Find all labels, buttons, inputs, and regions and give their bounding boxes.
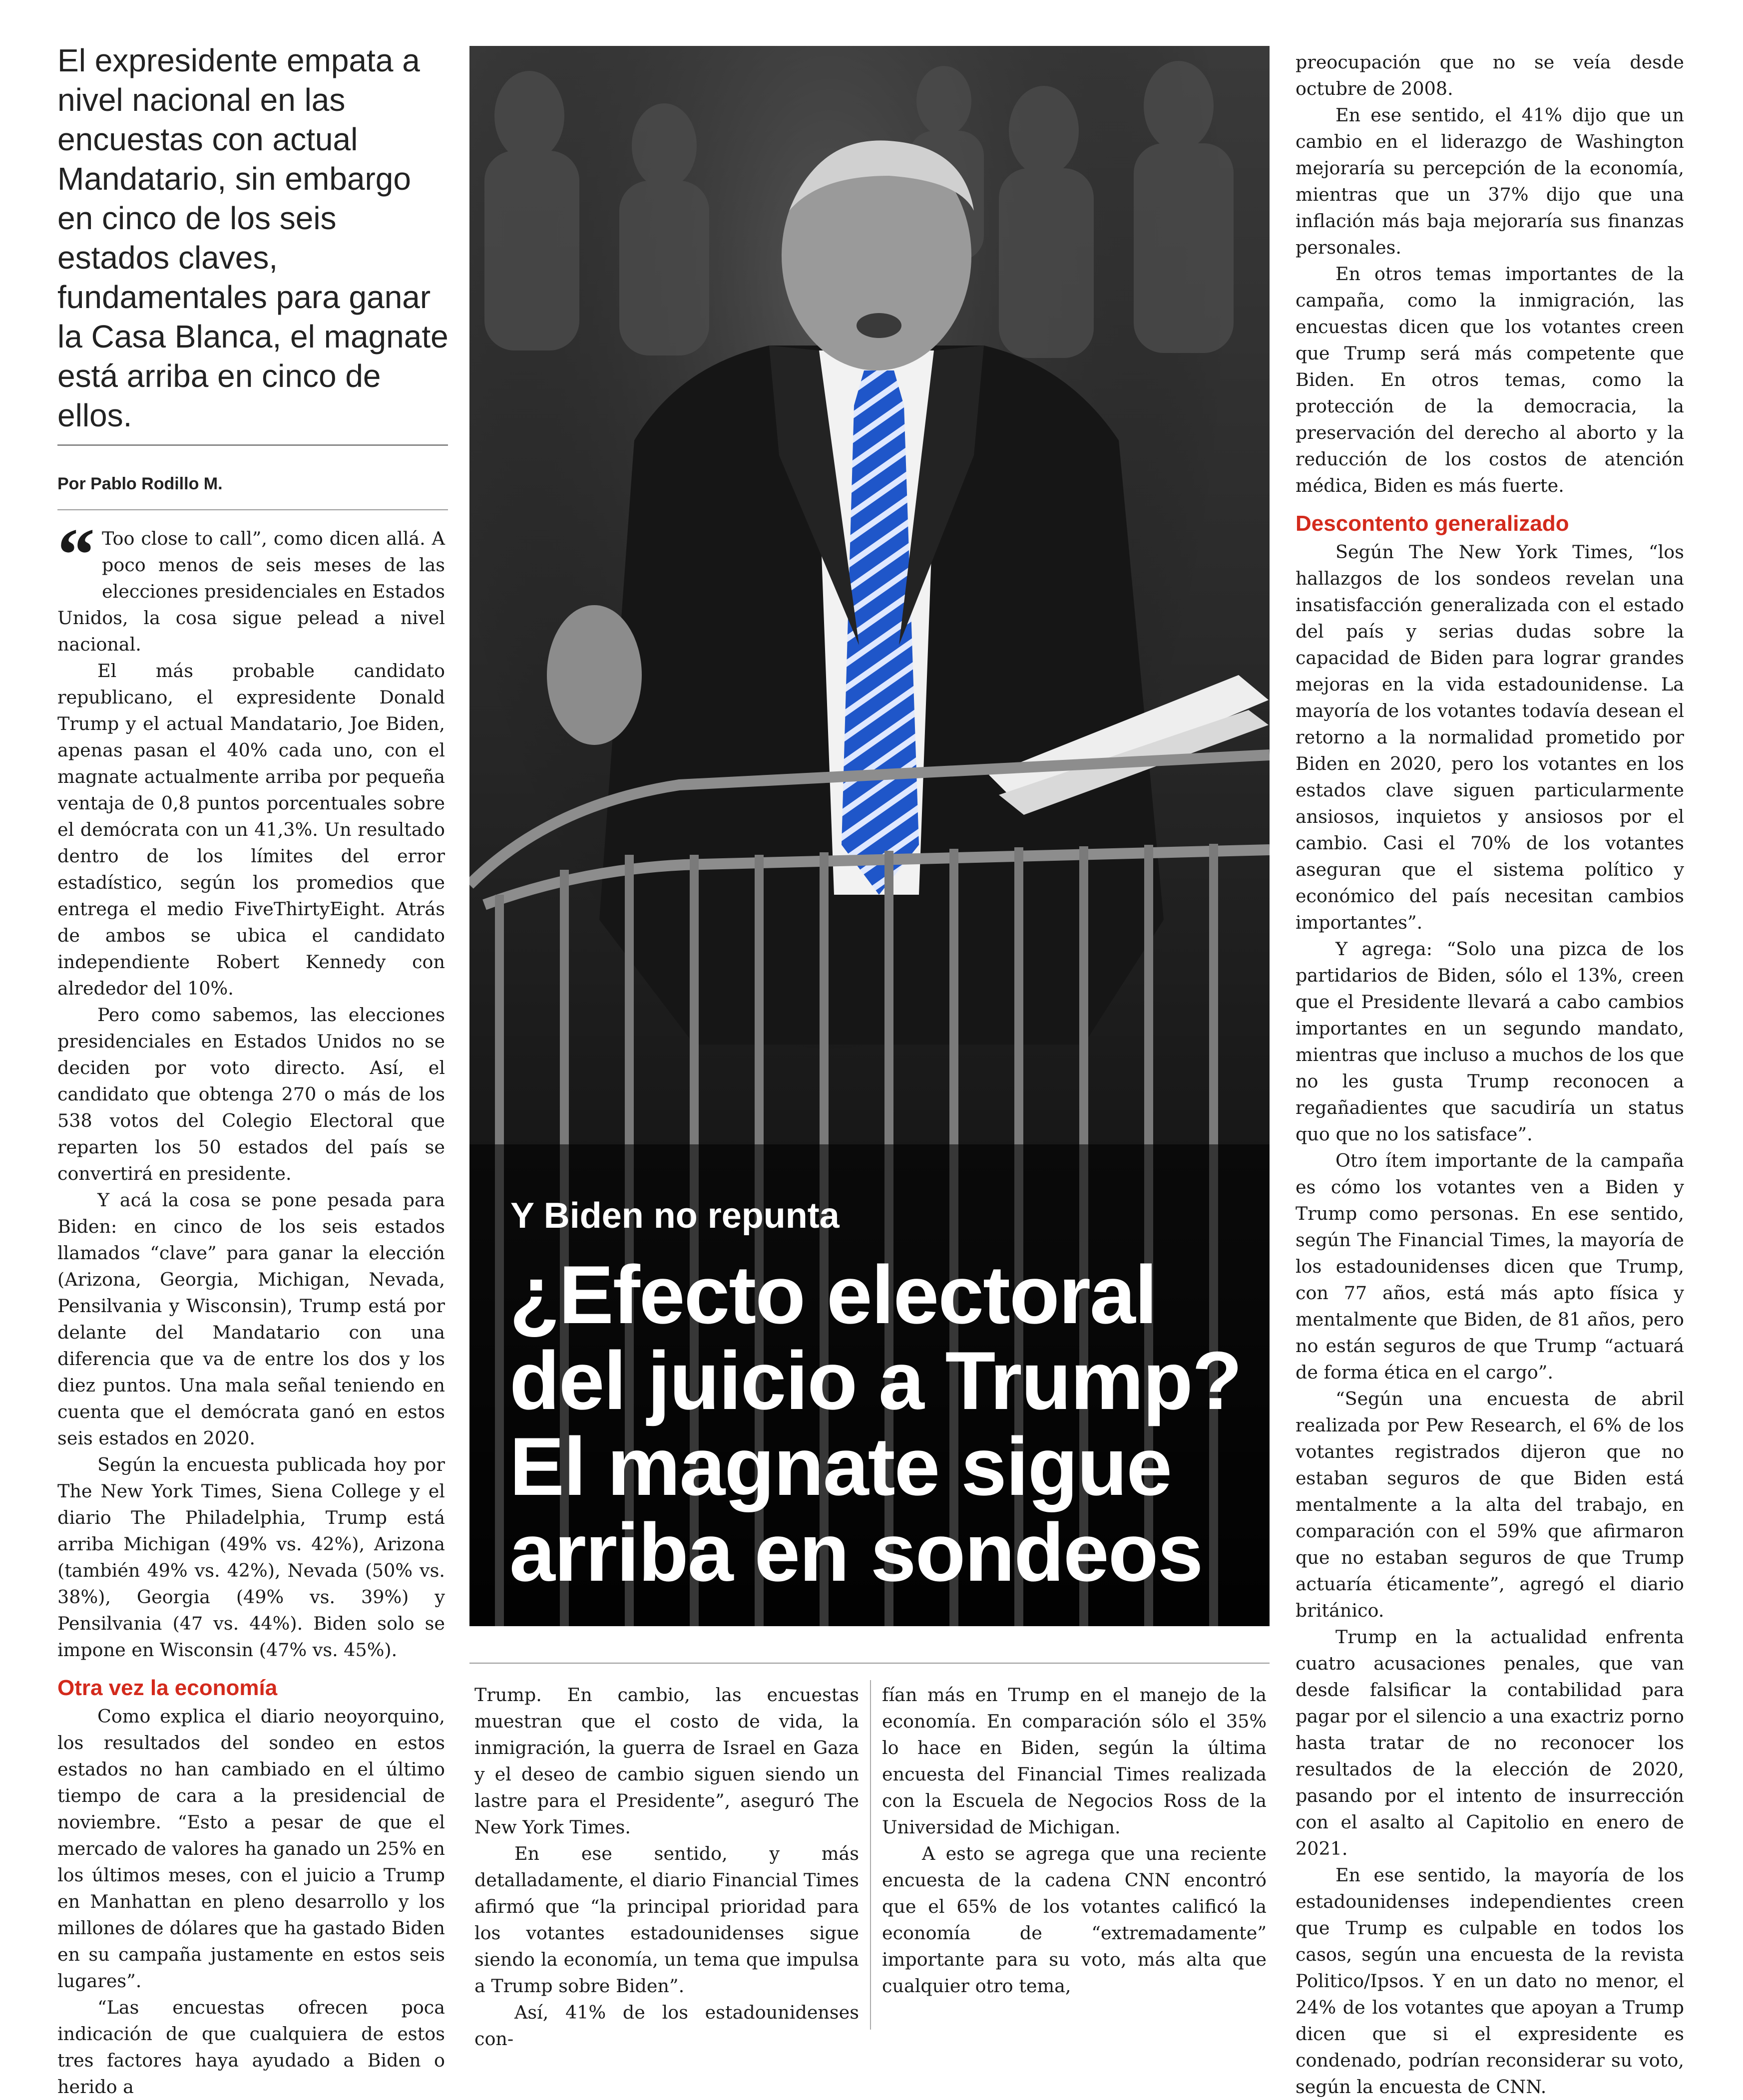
deck [57, 41, 452, 435]
col2-paragraph-1: Trump. En cambio, las encuestas muestran que el costo de vida, la inmigración, la guerra de Israel en Gaza y el deseo de cambio siguen siendo un lastre para el Presidente”, aseguró The New York Times. [474, 1684, 859, 1838]
headline: ¿Efecto electoral del juicio a Trump? El magnate sigue arriba en sondeos [509, 1249, 1242, 1598]
col4-paragraph-2: En ese sentido, el 41% dijo que un cambio en el liderazgo de Washington mejoraría su percepción de la economía, mientras que un 37% dijo que una inflación más baja mejoraría sus finanzas personales. [1296, 104, 1684, 258]
col1-paragraph-6: Como explica el diario neoyorquino, los resultados del sondeo en estos estados no han cambiado en el último tiempo de cara a la presidencial de noviembre. “Esto a pesar de que el mercado de valores ha ganado un 25% en los últimos meses, con el juicio a Trump en Manhattan en pleno desarrollo y los millones de dólares que ha gastado Biden en su campaña justamente en estos seis lugares”. [57, 1706, 445, 1992]
col4-paragraph-7: “Según una encuesta de abril realizada por Pew Research, el 6% de los votantes registrados dijeron que no estaban seguros de que Biden está mentalmente a la alta del trabajo, en comparación con el 59% que afirmaron que no estaban seguros de que Trump actuaría éticamente”, agregó el diario británico. [1296, 1388, 1684, 1621]
lower-rule [469, 1663, 1270, 1664]
col3-paragraph-1: fían más en Trump en el manejo de la economía. En comparación sólo el 35% lo hace en Biden, según la última encuesta del Financial Times realizada con la Escuela de Negocios Ross de la Universidad de Michigan. [882, 1684, 1267, 1838]
column-divider [870, 1680, 871, 2030]
kicker: Y Biden no repunta [510, 1196, 840, 1236]
trump-photo [469, 46, 1270, 1626]
col4-paragraph-1: preocupación que no se veía desde octubre de 2008. [1296, 51, 1684, 99]
col1-paragraph-3: Pero como sabemos, las elecciones presidenciales en Estados Unidos no se deciden por voto directo. Así, el candidato que obtenga 270 o más de los 538 votos del Colegio Electoral que reparten los 50 estados del país se convertirá en presidente. [57, 1004, 445, 1184]
col4-paragraph-4: Según The New York Times, “los hallazgos de los sondeos revelan una insatisfacción generalizada con el estado del país y serias dudas sobre la capacidad de Biden para lograr grandes mejoras en la vida estadounidense. La mayoría de los votantes todavía desean el retorno a la normalidad prometido por Biden en 2020, pero los votantes en los estados clave siguen particularmente ansiosos, inquietos y ansiosos por el cambio. Casi el 70% de los votantes aseguran que el sistema político y económico del país necesitan cambios importantes”. [1296, 541, 1684, 933]
column-2 [474, 1682, 859, 2052]
byline-rule [57, 509, 448, 510]
col2-paragraph-2: En ese sentido, y más detalladamente, el diario Financial Times afirmó que “la principal prioridad para los votantes estadounidenses sigue siendo la economía, un tema que impulsa a Trump sobre Biden”. [474, 1843, 859, 1997]
col3-paragraph-2: A esto se agrega que una reciente encuesta de la cadena CNN encontró que el 65% de los votantes calificó la economía de “extremadamente” importante para su voto, más alta que cualquier otro tema, [882, 1843, 1267, 1997]
col1-paragraph-2: El más probable candidato republicano, el expresidente Donald Trump y el actual Mandatario, Joe Biden, apenas pasan el 40% cada uno, con el magnate actualmente arriba por pequeña ventaja de 0,8 puntos porcentuales sobre el demócrata con un 41,3%. Un resultado dentro de los límites del error estadístico, según los promedios que entrega el medio FiveThirtyEight. Atrás de ambos se ubica el candidato independiente Robert Kennedy con alrededor del 10%. [57, 660, 445, 999]
col1-paragraph-1 [57, 513, 445, 658]
byline: Por Pablo Rodillo M. [57, 474, 223, 493]
deck-text: El expresidente empata a nivel nacional en las encuestas con actual Mandatario, sin embargo en cinco de los seis estados claves, fundamentales para ganar la Casa Blanca, el magnate está arriba en cinco de ellos. [57, 42, 448, 433]
col1-p1-text: Too close to call”, como dicen allá. A poco menos de seis meses de las elecciones presidenciales en Estados Unidos, la cosa sigue pelead a nivel nacional. [57, 528, 445, 655]
col4-paragraph-3: En otros temas importantes de la campaña, como la inmigración, las encuestas dicen que los votantes creen que Trump será más competente que Biden. En otros temas, como la protección de la democracia, la preservación del derecho al aborto y la reducción de los costos de atención médica, Biden es más fuerte. [1296, 263, 1684, 496]
deck-rule [57, 444, 448, 446]
subhead-economia: Otra vez la economía [57, 1676, 278, 1700]
col1-paragraph-5: Según la encuesta publicada hoy por The New York Times, Siena College y el diario The Philadelphia, Trump está arriba Michigan (49% vs. 42%), Arizona (también 49% vs. 42%), Nevada (50% vs. 38%), Georgia (49% vs. 39%) y Pensilvania (47 vs. 44%). Biden solo se impone en Wisconsin (47% vs. 45%). [57, 1454, 445, 1661]
col1-paragraph-7: “Las encuestas ofrecen poca indicación de que cualquiera de estos tres factores haya ayudado a Biden o herido a [57, 1997, 445, 2098]
col4-paragraph-9: En ese sentido, la mayoría de los estadounidenses independientes creen que Trump es culpable en todos los casos, según una encuesta de la revista Politico/Ipsos. Y en un dato no menor, el 24% de los votantes que apoyan a Trump dicen que si el expresidente es condenado, podrían reconsiderar su voto, según la encuesta de CNN. [1296, 1864, 1684, 2098]
col1-paragraph-4: Y acá la cosa se pone pesada para Biden: en cinco de los seis estados llamados “clave” para ganar la elección (Arizona, Georgia, Michigan, Nevada, Pensilvania y Wisconsin), Trump está por delante del Mandatario con una diferencia que va de entre los dos y los diez puntos. Una mala señal teniendo en cuenta que el demócrata ganó en estos seis estados en 2020. [57, 1189, 445, 1449]
col4-paragraph-5: Y agrega: “Solo una pizca de los partidarios de Biden, sólo el 13%, creen que el Presidente llevará a cabo cambios importantes en un segundo mandato, mientras que incluso a muchos de los que no les gusta Trump reconocen a regañadientes que sacudiría un status quo que no los satisface”. [1296, 938, 1684, 1145]
col2-paragraph-3: Así, 41% de los estadounidenses con- [474, 2002, 859, 2050]
column-4 [1296, 49, 1684, 2100]
column-1 [57, 513, 445, 2100]
col4-paragraph-8: Trump en la actualidad enfrenta cuatro acusaciones penales, que van desde falsificar la contabilidad para pagar por el silencio a una exactriz porno hasta tratar de no reconocer los resultados de la elección de 2020, pasando por el intento de insurrección con el asalto al Capitolio en enero de 2021. [1296, 1626, 1684, 1859]
subhead-descontento: Descontento generalizado [1296, 511, 1569, 536]
column-3 [882, 1682, 1267, 1999]
quote-mark-icon: “ [57, 513, 95, 596]
col4-paragraph-6: Otro ítem importante de la campaña es cómo los votantes ven a Biden y Trump como personas. En ese sentido, según The Financial Times, la mayoría de los estadounidenses dicen que Trump, con 77 años, está más apto física y mentalmente que Biden, de 81 años, pero no están seguros de que Trump “actuará de forma ética en el cargo”. [1296, 1150, 1684, 1383]
